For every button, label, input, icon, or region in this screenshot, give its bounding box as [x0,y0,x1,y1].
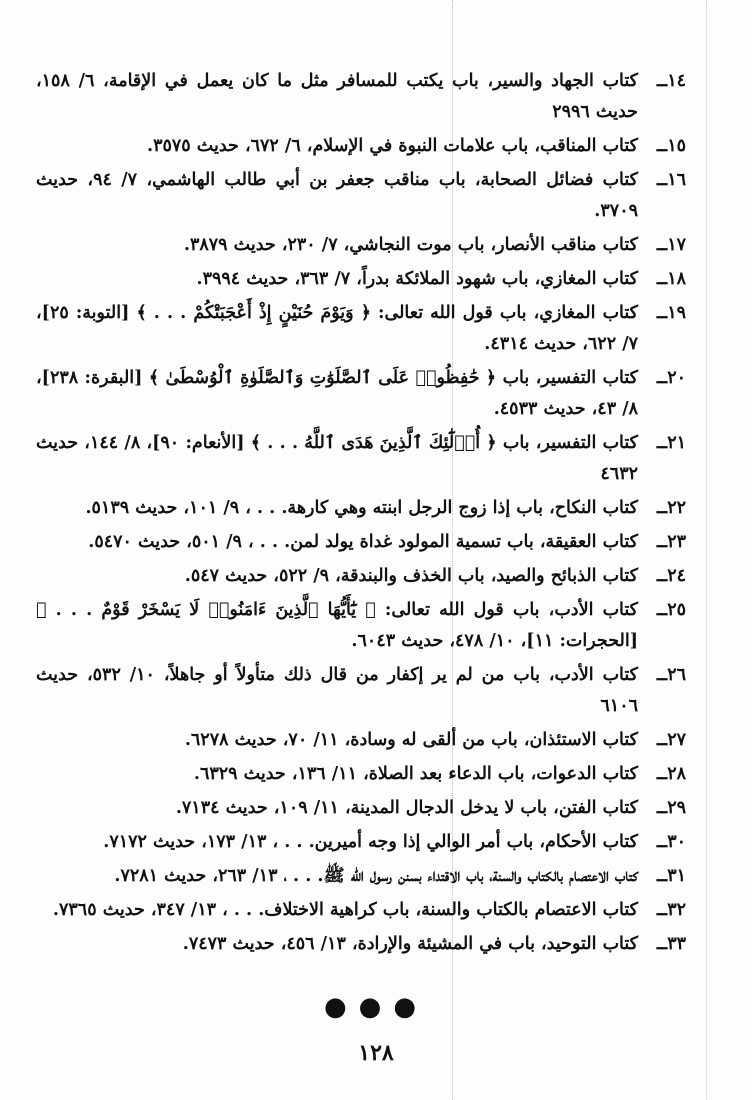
list-item [36,725,686,756]
entry-number: ٢٠ــ [656,368,686,388]
list-item [36,759,686,790]
entry-text: كتاب الاعتصام بالكتاب والسنة، باب الاقتداء بسنن رسول الله ﷺ. . . ، ١٣/ ٢٦٣، حديث ٧٢٨١. [114,866,638,886]
entry-number: ١٩ــ [656,303,686,323]
page-number: ١٢٨ [358,1040,394,1066]
list-item [36,527,686,558]
entry-text: كتاب التوحيد، باب في المشيئة والإرادة، ١٣/ ٤٥٦، حديث ٧٤٧٣. [182,934,638,954]
entry-text: كتاب الأدب، باب من لم ير إكفار من قال ذلك متأولاً أو جاهلاً، ١٠/ ٥٣٢، حديث ٦١٠٦ [36,665,638,716]
list-item [36,929,686,960]
entry-number: ١٦ــ [656,170,686,190]
reference-list [36,66,686,963]
entry-number: ٢٩ــ [656,798,686,818]
entry-number: ٣٠ــ [656,832,686,852]
entry-number: ٢٣ــ [656,532,686,552]
entry-text: كتاب التفسير، باب ﴿ أُو۟لَٰٓئِكَ ٱلَّذِينَ هَدَى ٱللَّهُ . . . ﴾ [الأنعام: ٩٠]، ٨/ ١٤٤، حديث ٤٦٣٢ [36,433,638,484]
entry-text: كتاب الأحكام، باب أمر الوالي إذا وجه أميرين. . . ، ١٣/ ١٧٣، حديث ٧١٧٢. [103,832,638,852]
entry-number: ٣١ــ [656,866,686,886]
entry-number: ٢٤ــ [656,566,686,586]
list-item [36,595,686,657]
list-item [36,861,686,892]
list-item [36,827,686,858]
entry-text: كتاب المغازي، باب قول الله تعالى: ﴿ وَيَوْمَ حُنَيْنٍ إِذْ أَعْجَبَتْكُمْ . . . ﴾ [التوبة: ٢٥]، ٧/ ٦٢٢، حديث ٤٣١٤. [36,303,638,354]
list-item [36,428,686,490]
entry-text: كتاب الذبائح والصيد، باب الخذف والبندقة، ٩/ ٥٢٢، حديث ٥٤٧. [184,566,638,586]
list-item [36,660,686,722]
entry-text: كتاب المغازي، باب شهود الملائكة بدراً، ٧/ ٣٦٣، حديث ٣٩٩٤. [196,269,638,289]
list-item [36,793,686,824]
entry-text: كتاب الاستئذان، باب من ألقى له وسادة، ١١/ ٧٠، حديث ٦٢٧٨. [184,730,638,750]
list-item [36,66,686,128]
entry-text: كتاب الفتن، باب لا يدخل الدجال المدينة، ١١/ ١٠٩، حديث ٧١٣٤. [175,798,638,818]
entry-number: ٢٥ــ [656,600,686,620]
entry-text: كتاب الجهاد والسير، باب يكتب للمسافر مثل ما كان يعمل في الإقامة، ٦/ ١٥٨، حديث ٢٩٩٦ [36,71,638,122]
entry-number: ١٧ــ [656,235,686,255]
section-end-ornament: ●●● [323,992,429,1022]
list-item [36,561,686,592]
list-item [36,230,686,261]
list-item [36,895,686,926]
entry-number: ٣٣ــ [656,934,686,954]
list-item [36,131,686,162]
entry-text: كتاب الاعتصام بالكتاب والسنة، باب كراهية الاختلاف. . . ، ١٣/ ٣٤٧، حديث ٧٣٦٥. [52,900,638,920]
entry-number: ٣٢ــ [656,900,686,920]
entry-text: كتاب الأدب، باب قول الله تعالى: ﴿ يَٰٓأَيُّهَا ٱلَّذِينَ ءَامَنُوا۟ لَا يَسْخَرْ قَوْمٌ . . . ﴾ [الحجرات: ١١]، ١٠/ ٤٧٨، حديث ٦٠٤٣. [36,600,638,651]
entry-number: ١٥ــ [656,136,686,156]
entry-text: كتاب النكاح، باب إذا زوج الرجل ابنته وهي كارهة. . . ، ٩/ ١٠١، حديث ٥١٣٩. [85,498,638,518]
entry-text: كتاب فضائل الصحابة، باب مناقب جعفر بن أبي طالب الهاشمي، ٧/ ٩٤، حديث ٣٧٠٩. [36,170,638,221]
entry-text: كتاب التفسير، باب ﴿ حَٰفِظُوا۟ عَلَى ٱلصَّلَوَٰتِ وَٱلصَّلَوٰةِ ٱلْوُسْطَىٰ ﴾ [البقرة: ٢٣٨]، ٨/ ٤٣، حديث ٤٥٣٣. [36,368,638,419]
entry-number: ٢٧ــ [656,730,686,750]
list-item [36,165,686,227]
entry-number: ١٨ــ [656,269,686,289]
entry-text: كتاب المناقب، باب علامات النبوة في الإسلام، ٦/ ٦٧٢، حديث ٣٥٧٥. [147,136,638,156]
entry-text: كتاب الدعوات، باب الدعاء بعد الصلاة، ١١/ ١٣٦، حديث ٦٣٢٩. [193,764,638,784]
entry-number: ١٤ــ [656,71,686,91]
list-item [36,264,686,295]
entry-text: كتاب العقيقة، باب تسمية المولود غداة يولد لمن. . . ، ٩/ ٥٠١، حديث ٥٤٧٠. [88,532,638,552]
entry-number: ٢٢ــ [656,498,686,518]
list-item [36,363,686,425]
entry-text: كتاب مناقب الأنصار، باب موت النجاشي، ٧/ ٢٣٠، حديث ٣٨٧٩. [183,235,638,255]
entry-number: ٢١ــ [656,433,686,453]
scan-edge-line [706,0,707,1100]
list-item [36,493,686,524]
entry-number: ٢٦ــ [656,665,686,685]
list-item [36,298,686,360]
entry-number: ٢٨ــ [656,764,686,784]
